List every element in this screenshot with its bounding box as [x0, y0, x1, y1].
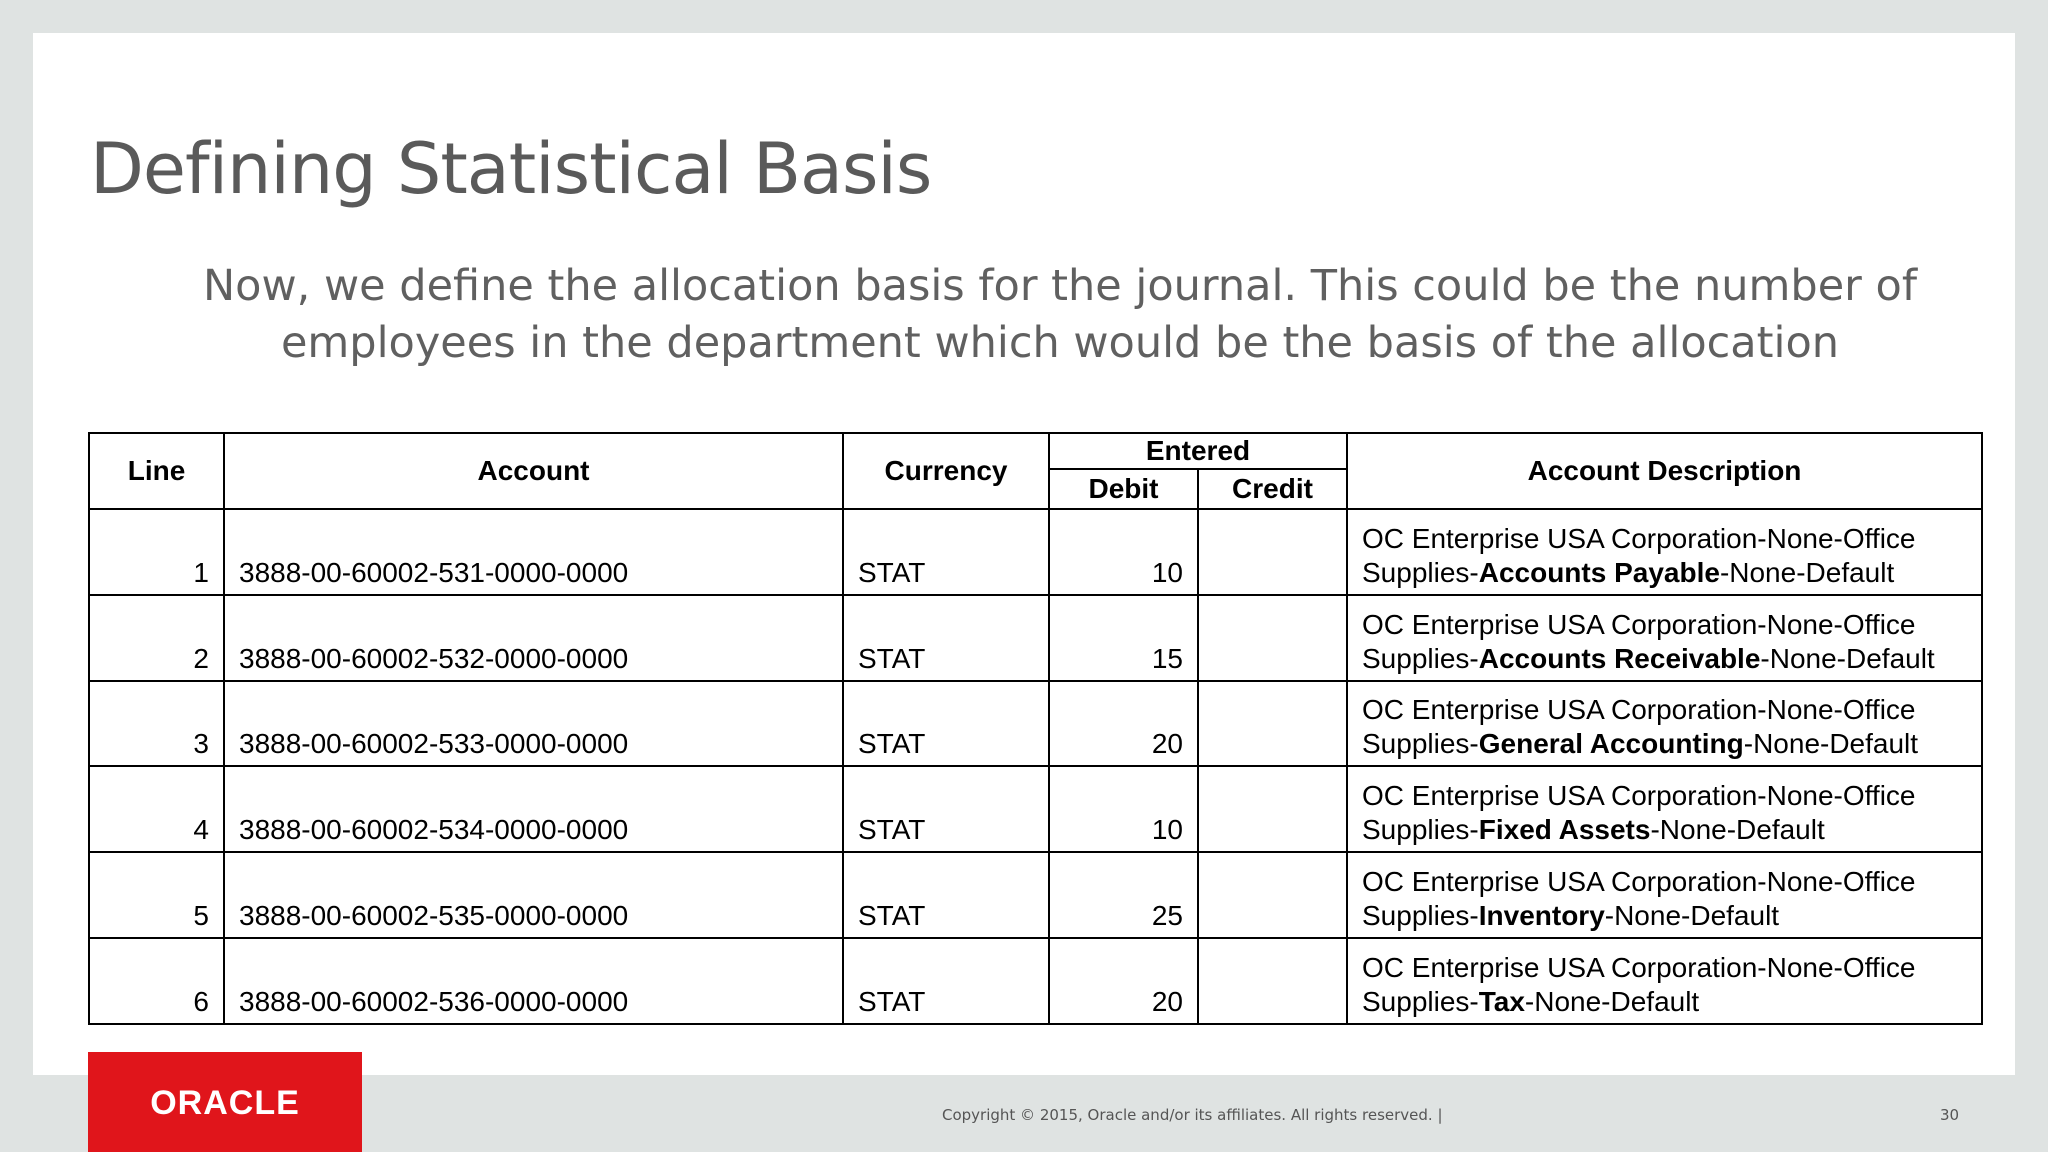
description-suffix: -None-Default: [1743, 728, 1919, 760]
col-header-entered: Entered: [1049, 433, 1347, 469]
cell-account: 3888-00-60002-533-0000-0000: [224, 681, 843, 767]
cell-description: [1347, 681, 1982, 767]
cell-currency: STAT: [843, 766, 1049, 852]
description-prefix: Supplies-: [1362, 728, 1479, 760]
cell-line: 5: [89, 852, 224, 938]
col-header-account: Account: [224, 433, 843, 509]
description-suffix: -None-Default: [1719, 556, 1895, 588]
description-department: Fixed Assets: [1478, 814, 1651, 846]
description-line1: OC Enterprise USA Corporation-None-Office: [1362, 694, 1916, 726]
description-suffix: -None-Default: [1650, 814, 1825, 846]
cell-description: [1347, 509, 1982, 595]
description-prefix: Supplies-: [1362, 986, 1479, 1017]
cell-description: [1347, 595, 1982, 681]
cell-credit: [1198, 766, 1347, 852]
cell-currency: STAT: [843, 595, 1049, 681]
table-row: [89, 681, 1982, 767]
col-header-credit: Credit: [1198, 469, 1347, 509]
table-row: [89, 766, 1982, 852]
description-department: Inventory: [1478, 900, 1605, 932]
cell-description: [1347, 938, 1982, 1024]
description-prefix: Supplies-: [1362, 900, 1479, 932]
cell-account: 3888-00-60002-535-0000-0000: [224, 852, 843, 938]
description-suffix: -None-Default: [1604, 900, 1780, 932]
description-department: General Accounting: [1478, 728, 1744, 760]
table-row: [89, 595, 1982, 681]
cell-credit: [1198, 509, 1347, 595]
description-department: Accounts Receivable: [1478, 642, 1761, 674]
description-department: Accounts Payable: [1478, 556, 1720, 588]
description-line1: OC Enterprise USA Corporation-None-Office: [1362, 952, 1916, 983]
cell-account: 3888-00-60002-536-0000-0000: [224, 938, 843, 1024]
cell-debit: 10: [1049, 766, 1198, 852]
cell-credit: [1198, 681, 1347, 767]
description-line1: OC Enterprise USA Corporation-None-Office: [1362, 866, 1916, 898]
description-suffix: -None-Default: [1760, 642, 1935, 674]
cell-debit: 15: [1049, 595, 1198, 681]
description-suffix: -None-Default: [1524, 986, 1700, 1017]
cell-line: 6: [89, 938, 224, 1024]
footer-copyright: Copyright © 2015, Oracle and/or its affiliates. All rights reserved. |: [942, 1106, 1443, 1124]
cell-line: 2: [89, 595, 224, 681]
cell-line: 3: [89, 681, 224, 767]
cell-debit: 20: [1049, 681, 1198, 767]
page-title: Defining Statistical Basis: [90, 128, 932, 210]
description-prefix: Supplies-: [1362, 642, 1479, 674]
cell-description: [1347, 766, 1982, 852]
oracle-wordmark: [125, 1085, 325, 1119]
page-number: 30: [1940, 1106, 1960, 1124]
description-line1: OC Enterprise USA Corporation-None-Office: [1362, 780, 1916, 812]
cell-currency: STAT: [843, 509, 1049, 595]
description-department: Tax: [1478, 986, 1525, 1017]
cell-currency: STAT: [843, 681, 1049, 767]
cell-line: 1: [89, 509, 224, 595]
col-header-description: Account Description: [1347, 433, 1982, 509]
cell-account: 3888-00-60002-532-0000-0000: [224, 595, 843, 681]
cell-account: 3888-00-60002-531-0000-0000: [224, 509, 843, 595]
col-header-line: Line: [89, 433, 224, 509]
cell-credit: [1198, 595, 1347, 681]
cell-description: [1347, 852, 1982, 938]
oracle-logo: [88, 1052, 362, 1152]
table-row: [89, 852, 1982, 938]
table-row: [89, 938, 1982, 1024]
table-body: [89, 509, 1982, 1024]
slide-subtitle: Now, we define the allocation basis for the journal. This could be the number of employees in the department which would be the basis of the allocation: [203, 261, 1917, 368]
cell-currency: STAT: [843, 938, 1049, 1024]
cell-credit: [1198, 852, 1347, 938]
cell-credit: [1198, 938, 1347, 1024]
cell-currency: STAT: [843, 852, 1049, 938]
table-header-row: [89, 433, 1982, 469]
oracle-logo-text: ORACLE: [150, 1085, 300, 1119]
cell-debit: 10: [1049, 509, 1198, 595]
col-header-debit: Debit: [1049, 469, 1198, 509]
description-line1: OC Enterprise USA Corporation-None-Office: [1362, 608, 1916, 640]
cell-account: 3888-00-60002-534-0000-0000: [224, 766, 843, 852]
table-row: [89, 509, 1982, 595]
col-header-currency: Currency: [843, 433, 1049, 509]
description-line1: OC Enterprise USA Corporation-None-Office: [1362, 522, 1916, 554]
journal-table: [88, 432, 1983, 1025]
description-prefix: Supplies-: [1362, 814, 1479, 846]
cell-debit: 25: [1049, 852, 1198, 938]
cell-line: 4: [89, 766, 224, 852]
description-prefix: Supplies-: [1362, 556, 1479, 588]
cell-debit: 20: [1049, 938, 1198, 1024]
